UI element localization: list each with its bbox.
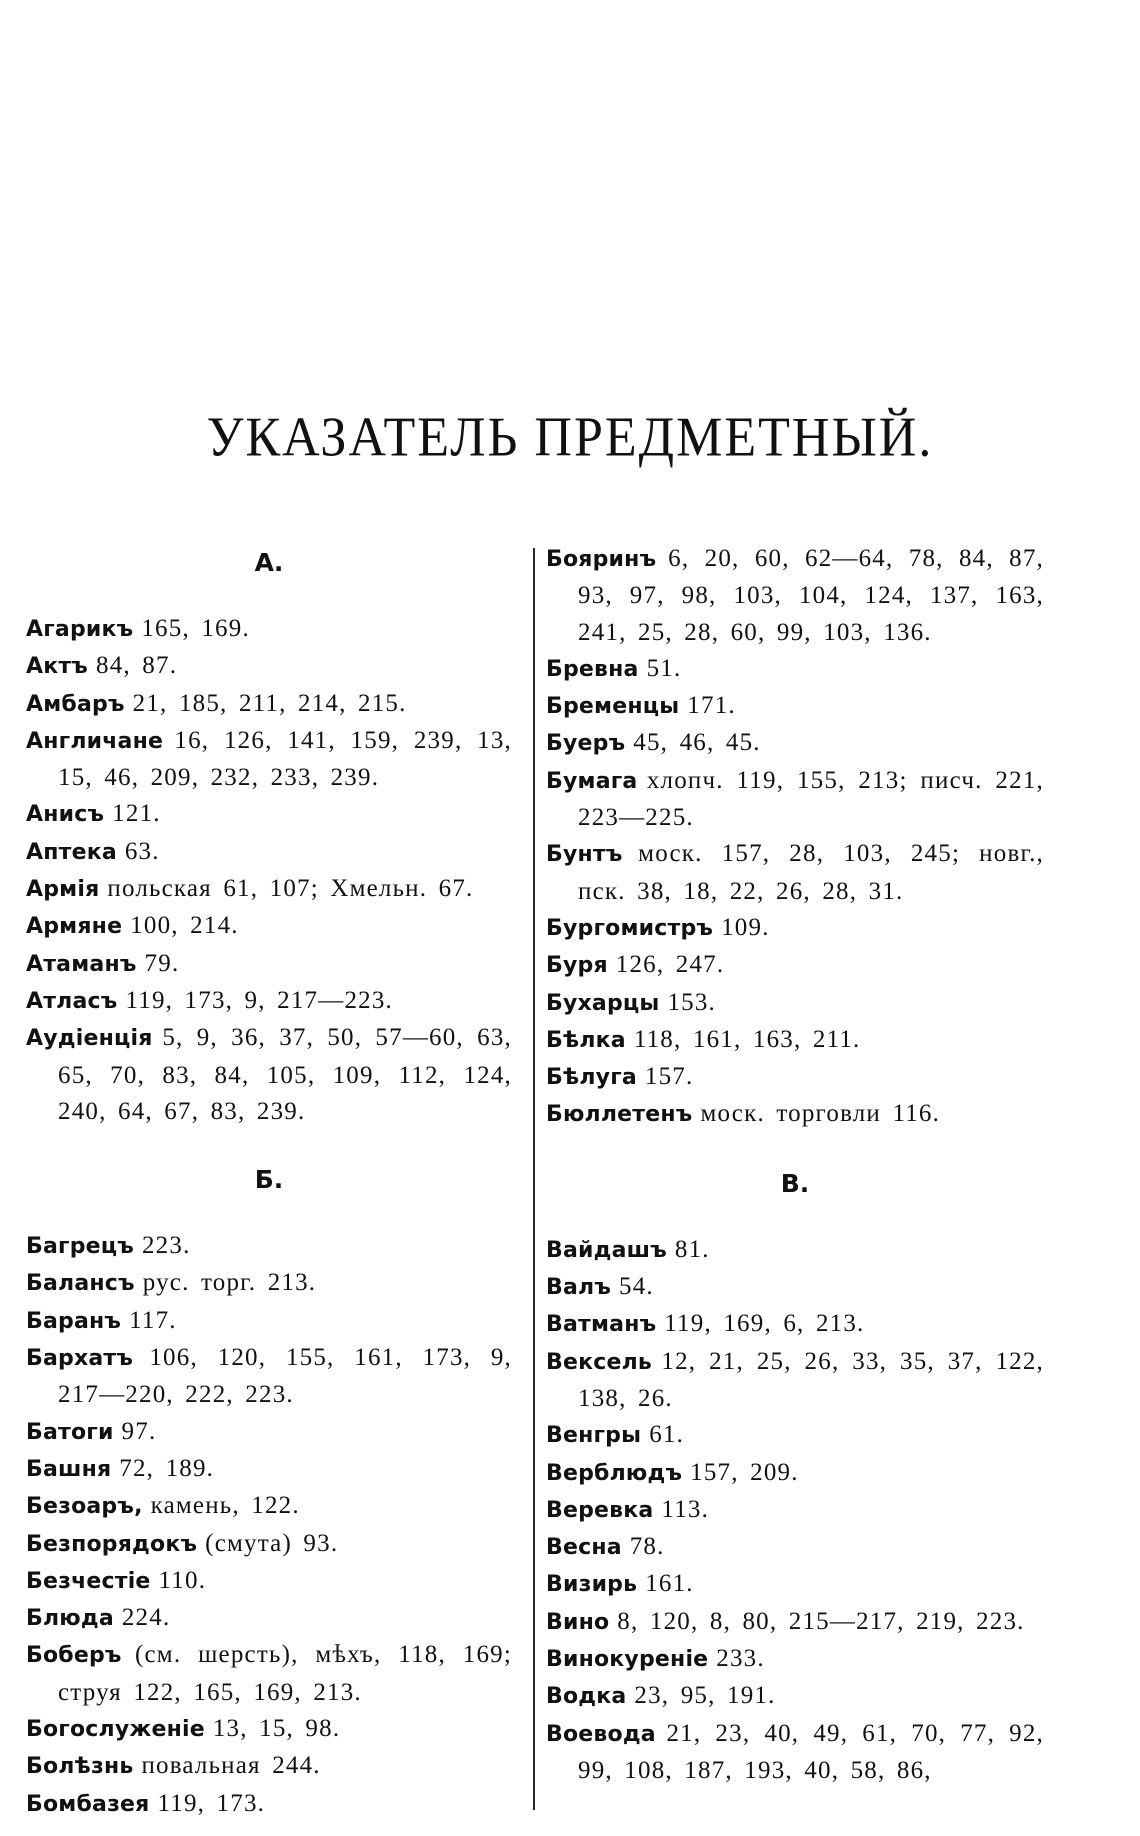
index-entry xyxy=(26,647,512,684)
entry-term: Актъ xyxy=(26,654,89,680)
entry-page-refs: 84, 87. xyxy=(96,652,178,680)
entry-page-refs: рус. торг. 213. xyxy=(142,1269,317,1297)
index-entry xyxy=(546,946,1044,983)
index-entry xyxy=(26,1413,512,1450)
entry-term: Веревка xyxy=(546,1497,654,1523)
entry-term: Англичане xyxy=(26,728,164,754)
entry-page-refs: камень, 122. xyxy=(150,1492,300,1520)
entry-term: Бѣлуга xyxy=(546,1065,637,1091)
index-entry xyxy=(546,762,1044,836)
entry-term: Бунтъ xyxy=(546,842,623,868)
index-entry xyxy=(26,982,512,1019)
index-entry xyxy=(26,1487,512,1524)
entry-page-refs: 119, 169, 6, 213. xyxy=(664,1310,865,1338)
index-entry xyxy=(26,610,512,647)
entry-term: Буеръ xyxy=(546,731,626,757)
entry-term: Ватманъ xyxy=(546,1312,657,1338)
page-title: УКАЗАТЕЛЬ ПРЕДМЕТНЫЙ. xyxy=(206,406,934,469)
index-entry xyxy=(546,1565,1044,1602)
entry-term: Бархатъ xyxy=(26,1346,134,1372)
index-entry xyxy=(26,1710,512,1747)
index-entry xyxy=(546,909,1044,946)
entry-page-refs: 78. xyxy=(629,1533,665,1561)
entry-page-refs: 157. xyxy=(644,1063,694,1091)
entry-page-refs: 61. xyxy=(649,1421,685,1449)
entry-page-refs: 8, 120, 8, 80, 215—217, 219, 223. xyxy=(617,1607,1025,1635)
index-entry xyxy=(26,1562,512,1599)
index-entry xyxy=(546,1715,1044,1789)
entry-term: Болѣзнь xyxy=(26,1754,134,1780)
entry-term: Атласъ xyxy=(26,988,118,1014)
entry-term: Богослуженіе xyxy=(26,1717,205,1743)
entry-term: Башня xyxy=(26,1456,112,1482)
entry-term: Амбаръ xyxy=(26,691,125,717)
entry-term: Бумага xyxy=(546,768,638,794)
index-entry xyxy=(26,795,512,832)
entry-page-refs: 72, 189. xyxy=(119,1454,215,1482)
index-entry xyxy=(546,835,1044,909)
entry-term: Аптека xyxy=(26,839,117,865)
entry-page-refs: хлопч. 119, 155, 213; писч. 221, 223—225. xyxy=(578,766,1044,832)
entry-page-refs: моск. 157, 28, 103, 245; новг., пск. 38, 18, 22, 26, 28, 31. xyxy=(578,840,1044,905)
entry-page-refs: 100, 214. xyxy=(130,912,239,940)
entry-page-refs: 81. xyxy=(674,1235,710,1263)
entry-page-refs: 106, 120, 155, 161, 173, 9, 217—220, 222, 223. xyxy=(58,1344,512,1409)
entry-page-refs: 165, 169. xyxy=(141,615,250,642)
entry-page-refs: 233. xyxy=(716,1645,765,1673)
index-entry xyxy=(546,1416,1044,1453)
entry-term: Бѣлка xyxy=(546,1027,626,1053)
index-entry xyxy=(546,540,1044,650)
entry-term: Верблюдъ xyxy=(546,1460,683,1486)
entry-page-refs: 63. xyxy=(124,837,160,865)
entry-page-refs: 97. xyxy=(121,1417,157,1445)
section-letter-heading: В. xyxy=(780,1168,810,1198)
index-entry xyxy=(546,1058,1044,1095)
entry-term: Валъ xyxy=(546,1275,612,1301)
index-entry xyxy=(26,945,512,982)
column-divider xyxy=(533,548,535,1810)
entry-page-refs: 13, 15, 98. xyxy=(212,1715,341,1743)
index-entry xyxy=(546,1677,1044,1714)
entry-term: Бургомистръ xyxy=(546,915,714,941)
entry-page-refs: 45, 46, 45. xyxy=(633,729,761,757)
entry-page-refs: 171. xyxy=(687,692,736,720)
index-entry xyxy=(26,1785,512,1822)
index-column-left xyxy=(26,540,512,1822)
index-entry xyxy=(546,1095,1044,1132)
index-entry xyxy=(26,1227,512,1264)
entry-term: Весна xyxy=(546,1535,622,1561)
index-entry xyxy=(546,724,1044,761)
entry-page-refs: 5, 9, 36, 37, 50, 57—60, 63, 65, 70, 83, 84, 105, 109, 112, 124, 240, 64, 67, 83, 239. xyxy=(58,1024,512,1125)
heading-gap xyxy=(26,1203,512,1227)
entry-page-refs: польская 61, 107; Хмельн. 67. xyxy=(107,875,474,903)
entry-page-refs: (см. шерсть), мѣхъ, 118, 169; струя 122, 165, 169, 213. xyxy=(58,1641,512,1706)
index-entry xyxy=(26,1636,512,1710)
entry-term: Бременцы xyxy=(546,694,680,720)
section-letter-heading: А. xyxy=(254,548,284,577)
entry-page-refs: 126, 247. xyxy=(615,951,725,979)
index-entry xyxy=(26,833,512,870)
entry-term: Армія xyxy=(26,877,100,903)
entry-term: Буря xyxy=(546,953,608,979)
entry-term: Безчестіе xyxy=(26,1568,151,1594)
entry-page-refs: 79. xyxy=(144,949,180,977)
entry-term: Аудіенція xyxy=(26,1026,153,1052)
entry-term: Бомбазея xyxy=(26,1791,150,1817)
entry-term: Батоги xyxy=(26,1419,114,1445)
heading-gap xyxy=(26,586,512,610)
entry-page-refs: 109. xyxy=(721,913,770,941)
entry-term: Водка xyxy=(546,1684,627,1710)
index-entry xyxy=(26,722,512,796)
index-entry xyxy=(546,1603,1044,1640)
index-entry xyxy=(26,1599,512,1636)
entry-page-refs: 153. xyxy=(667,988,717,1016)
entry-term: Агарикъ xyxy=(26,617,134,642)
index-entry xyxy=(546,1454,1044,1491)
index-entry xyxy=(26,1450,512,1487)
index-entry xyxy=(26,1264,512,1301)
entry-page-refs: 161. xyxy=(645,1570,694,1598)
entry-page-refs: моск. торговли 116. xyxy=(700,1100,941,1128)
entry-page-refs: 12, 21, 25, 26, 33, 35, 37, 122, 138, 26. xyxy=(578,1347,1044,1412)
index-entry xyxy=(26,907,512,944)
entry-term: Атаманъ xyxy=(26,951,137,977)
index-entry xyxy=(546,1491,1044,1528)
entry-term: Армяне xyxy=(26,914,123,940)
index-entry xyxy=(546,984,1044,1021)
entry-term: Блюда xyxy=(26,1606,114,1632)
entry-page-refs: (смута) 93. xyxy=(205,1529,339,1557)
entry-page-refs: 118, 161, 163, 211. xyxy=(633,1025,861,1053)
index-entry xyxy=(546,1343,1044,1417)
entry-page-refs: 223. xyxy=(141,1232,191,1260)
entry-term: Бревна xyxy=(546,656,639,682)
entry-page-refs: 23, 95, 191. xyxy=(634,1682,776,1710)
index-entry xyxy=(546,687,1044,724)
entry-term: Бояринъ xyxy=(546,547,657,572)
section-gap xyxy=(26,1129,512,1157)
entry-page-refs: 113. xyxy=(661,1495,710,1523)
entry-term: Багрецъ xyxy=(26,1234,135,1260)
index-entry xyxy=(546,1231,1044,1268)
index-entry xyxy=(546,650,1044,687)
index-entry xyxy=(26,1339,512,1413)
index-entry xyxy=(26,1019,512,1129)
section-gap xyxy=(546,1133,1044,1161)
heading-gap xyxy=(546,1207,1044,1231)
entry-term: Вайдашъ xyxy=(546,1237,667,1263)
entry-term: Воевода xyxy=(546,1721,656,1747)
entry-page-refs: 157, 209. xyxy=(690,1458,799,1486)
index-entry xyxy=(26,1302,512,1339)
entry-page-refs: 21, 23, 40, 49, 61, 70, 77, 92, 99, 108, 187, 193, 40, 58, 86, xyxy=(578,1719,1044,1784)
index-entry xyxy=(546,1640,1044,1677)
index-entry xyxy=(26,685,512,722)
entry-term: Бюллетенъ xyxy=(546,1102,693,1128)
section-letter-heading: Б. xyxy=(254,1165,284,1195)
entry-term: Винокуреніе xyxy=(546,1647,709,1673)
index-column-right xyxy=(546,540,1044,1788)
entry-page-refs: 16, 126, 141, 159, 239, 13, 15, 46, 209, 232, 233, 239. xyxy=(58,726,512,792)
entry-term: Балансъ xyxy=(26,1271,135,1297)
entry-page-refs: повальная 244. xyxy=(141,1752,321,1780)
index-entry xyxy=(546,1528,1044,1565)
entry-term: Вексель xyxy=(546,1349,653,1375)
entry-term: Визирь xyxy=(546,1572,638,1598)
entry-term: Безпорядокъ xyxy=(26,1531,198,1557)
entry-page-refs: 117. xyxy=(129,1306,177,1334)
entry-page-refs: 119, 173. xyxy=(157,1789,266,1817)
index-entry xyxy=(546,1021,1044,1058)
entry-page-refs: 224. xyxy=(121,1604,171,1632)
entry-term: Анисъ xyxy=(26,802,105,828)
entry-term: Бухарцы xyxy=(546,990,660,1016)
entry-page-refs: 121. xyxy=(112,800,161,828)
index-entry xyxy=(546,1305,1044,1342)
entry-page-refs: 21, 185, 211, 214, 215. xyxy=(132,689,407,717)
entry-page-refs: 51. xyxy=(646,654,682,682)
index-entry xyxy=(26,870,512,907)
entry-page-refs: 119, 173, 9, 217—223. xyxy=(125,986,393,1014)
entry-term: Венгры xyxy=(546,1423,642,1449)
index-entry xyxy=(26,1525,512,1562)
index-entry xyxy=(26,1747,512,1784)
entry-page-refs: 110. xyxy=(158,1566,207,1594)
entry-page-refs: 54. xyxy=(619,1273,654,1301)
entry-term: Безоаръ, xyxy=(26,1494,143,1520)
entry-term: Боберъ xyxy=(26,1643,122,1669)
index-entry xyxy=(546,1268,1044,1305)
entry-term: Баранъ xyxy=(26,1308,122,1334)
entry-term: Вино xyxy=(546,1609,610,1635)
entry-page-refs: 6, 20, 60, 62—64, 78, 84, 87, 93, 97, 98, 103, 104, 124, 137, 163, 241, 25, 28, 60, 99, 103, 136. xyxy=(578,545,1044,646)
